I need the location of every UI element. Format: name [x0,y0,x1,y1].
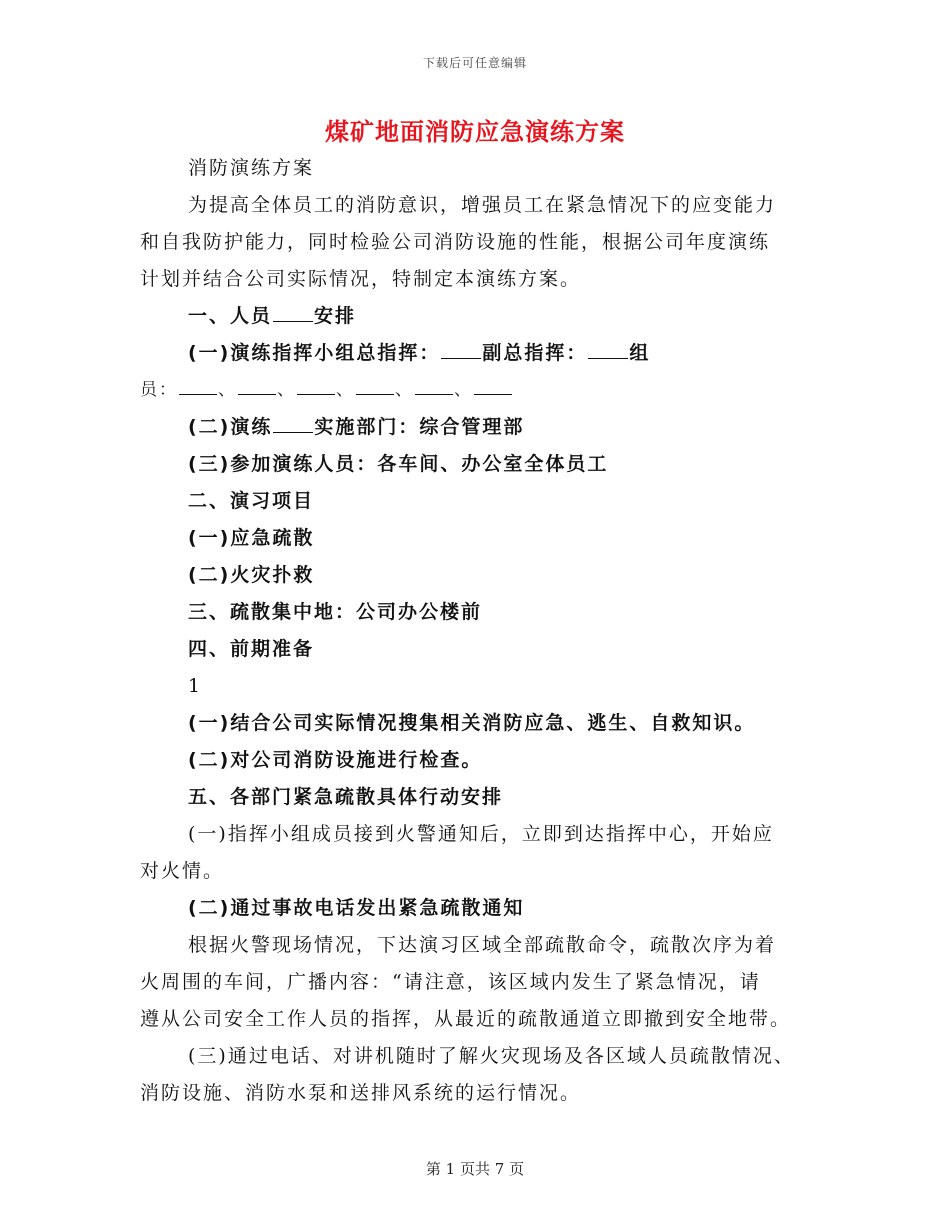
section-5-heading: 五、各部门紧急疏散具体行动安排 [188,786,504,808]
members-prefix: 员： [140,380,178,400]
separator: 、 [395,380,414,400]
section-5-item-1-line-1: (一)指挥小组成员接到火警通知后，立即到达指挥中心，开始应 [188,823,774,845]
item-1-commander-label: (一)演练指挥小组总指挥： [188,342,441,364]
fill-blank [588,338,628,359]
fill-blank [415,380,453,395]
section-5-item-3-line-1: (三)通过电话、对讲机随时了解火灾现场及各区域人员疏散情况、 [188,1045,795,1067]
section-2-item-1: (一)应急疏散 [188,527,315,549]
section-1-members-line [140,372,820,409]
intro-line-1: 为提高全体员工的消防意识，增强员工在紧急情况下的应变能力 [188,194,777,216]
fill-blank [297,380,335,395]
section-4-item-1: (一)结合公司实际情况搜集相关消防应急、逃生、自救知识。 [188,712,756,734]
section-1-item-3: (三)参加演练人员：各车间、办公室全体员工 [188,453,609,475]
section-5-para-line-1: 根据火警现场情况，下达演习区域全部疏散命令，疏散次序为着 [188,934,777,956]
separator: 、 [454,380,473,400]
header-note: 下载后可任意编辑 [422,56,527,70]
section-1-item-1 [140,335,820,372]
section-1-item-2 [140,409,820,446]
item-1-group-label: 组 [629,342,651,364]
section-5-item-1 [140,816,820,890]
section-2-item-2: (二)火灾扑救 [188,564,315,586]
section-1-heading-b: 安排 [314,305,357,327]
section-1-heading [140,298,820,335]
fill-blank [238,380,276,395]
document-body [140,150,820,1112]
section-4-item-2: (二)对公司消防设施进行检查。 [188,749,483,771]
fill-blank [441,338,481,359]
fill-blank [273,301,313,322]
fill-blank [273,412,313,433]
separator: 、 [336,380,355,400]
section-5-item-2: (二)通过事故电话发出紧急疏散通知 [188,897,525,919]
section-5-item-1-line-2: 对火情。 [140,860,225,882]
section-2-heading: 二、演习项目 [188,490,315,512]
document-title: 煤矿地面消防应急演练方案 [325,117,625,146]
fill-blank [356,380,394,395]
section-5-item-3 [140,1038,820,1112]
intro-line-3: 计划并结合公司实际情况，特制定本演练方案。 [140,268,582,290]
section-5-item-3-line-2: 消防设施、消防水泵和送排风系统的运行情况。 [140,1082,582,1104]
separator: 、 [277,380,296,400]
intro-paragraph [140,187,820,298]
item-2-label-b: 实施部门：综合管理部 [314,416,525,438]
page-footer: 第 1 页共 7 页 [425,1160,525,1178]
subtitle: 消防演练方案 [188,157,315,179]
intro-line-2: 和自我防护能力，同时检验公司消防设施的性能，根据公司年度演练 [140,231,771,253]
fill-blank [179,380,217,395]
item-2-label-a: (二)演练 [188,416,273,438]
separator: 、 [218,380,237,400]
section-1-heading-a: 一、人员 [188,305,273,327]
item-1-deputy-label: 副总指挥： [482,342,588,364]
page-marker: 1 [188,675,201,697]
fill-blank [474,380,512,395]
section-5-para-line-3: 遵从公司安全工作人员的指挥，从最近的疏散通道立即撤到安全地带。 [140,1008,792,1030]
section-5-paragraph [140,927,820,1038]
section-4-heading: 四、前期准备 [188,638,315,660]
section-3-heading: 三、疏散集中地：公司办公楼前 [188,601,483,623]
section-5-para-line-2: 火周围的车间，广播内容：“请注意，该区域内发生了紧急情况，请 [140,971,761,993]
